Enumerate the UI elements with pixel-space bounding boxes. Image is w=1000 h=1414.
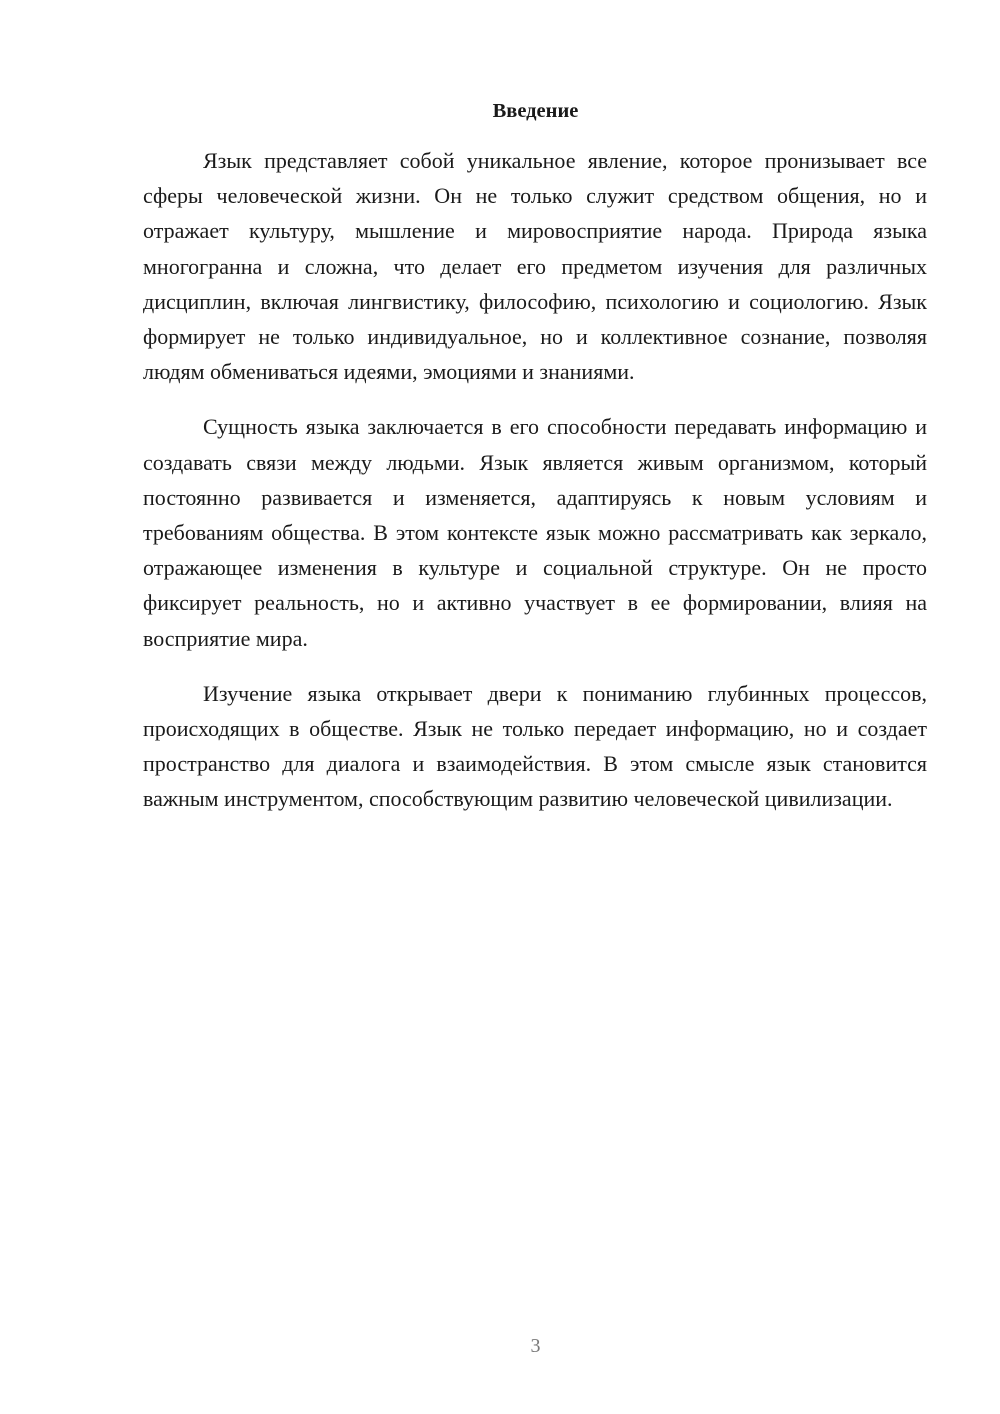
paragraph-1: Язык представляет собой уникальное явление, которое пронизывает все сферы человеческой жизни. Он не только служит средством общения, но и отражает культуру, мышление и мировосприятие народа. Природа языка многогранна и сложна, что делает его предметом изучения для различных дисциплин, включая лингвистику, философию, психологию и социологию. Язык формирует не только индивидуальное, но и коллективное сознание, позволяя людям обмениваться идеями, эмоциями и знаниями. (143, 148, 927, 385)
page-number: 3 (530, 1335, 541, 1357)
section-heading: Введение (492, 100, 579, 122)
paragraph-3: Изучение языка открывает двери к пониманию глубинных процессов, происходящих в обществе. Язык не только передает информацию, но и создает пространство для диалога и взаимодействия. В этом смысле язык становится важным инструментом, способствующим развитию человеческой цивилизации. (143, 680, 927, 812)
paragraph-2: Сущность языка заключается в его способности передавать информацию и создавать связи между людьми. Язык является живым организмом, который постоянно развивается и изменяется, адаптируясь к новым условиям и требованиям общества. В этом контексте язык можно рассматривать как зеркало, отражающее изменения в культуре и социальной структуре. Он не просто фиксирует реальность, но и активно участвует в ее формировании, влияя на восприятие мира. (143, 414, 927, 651)
body-text (143, 143, 927, 817)
